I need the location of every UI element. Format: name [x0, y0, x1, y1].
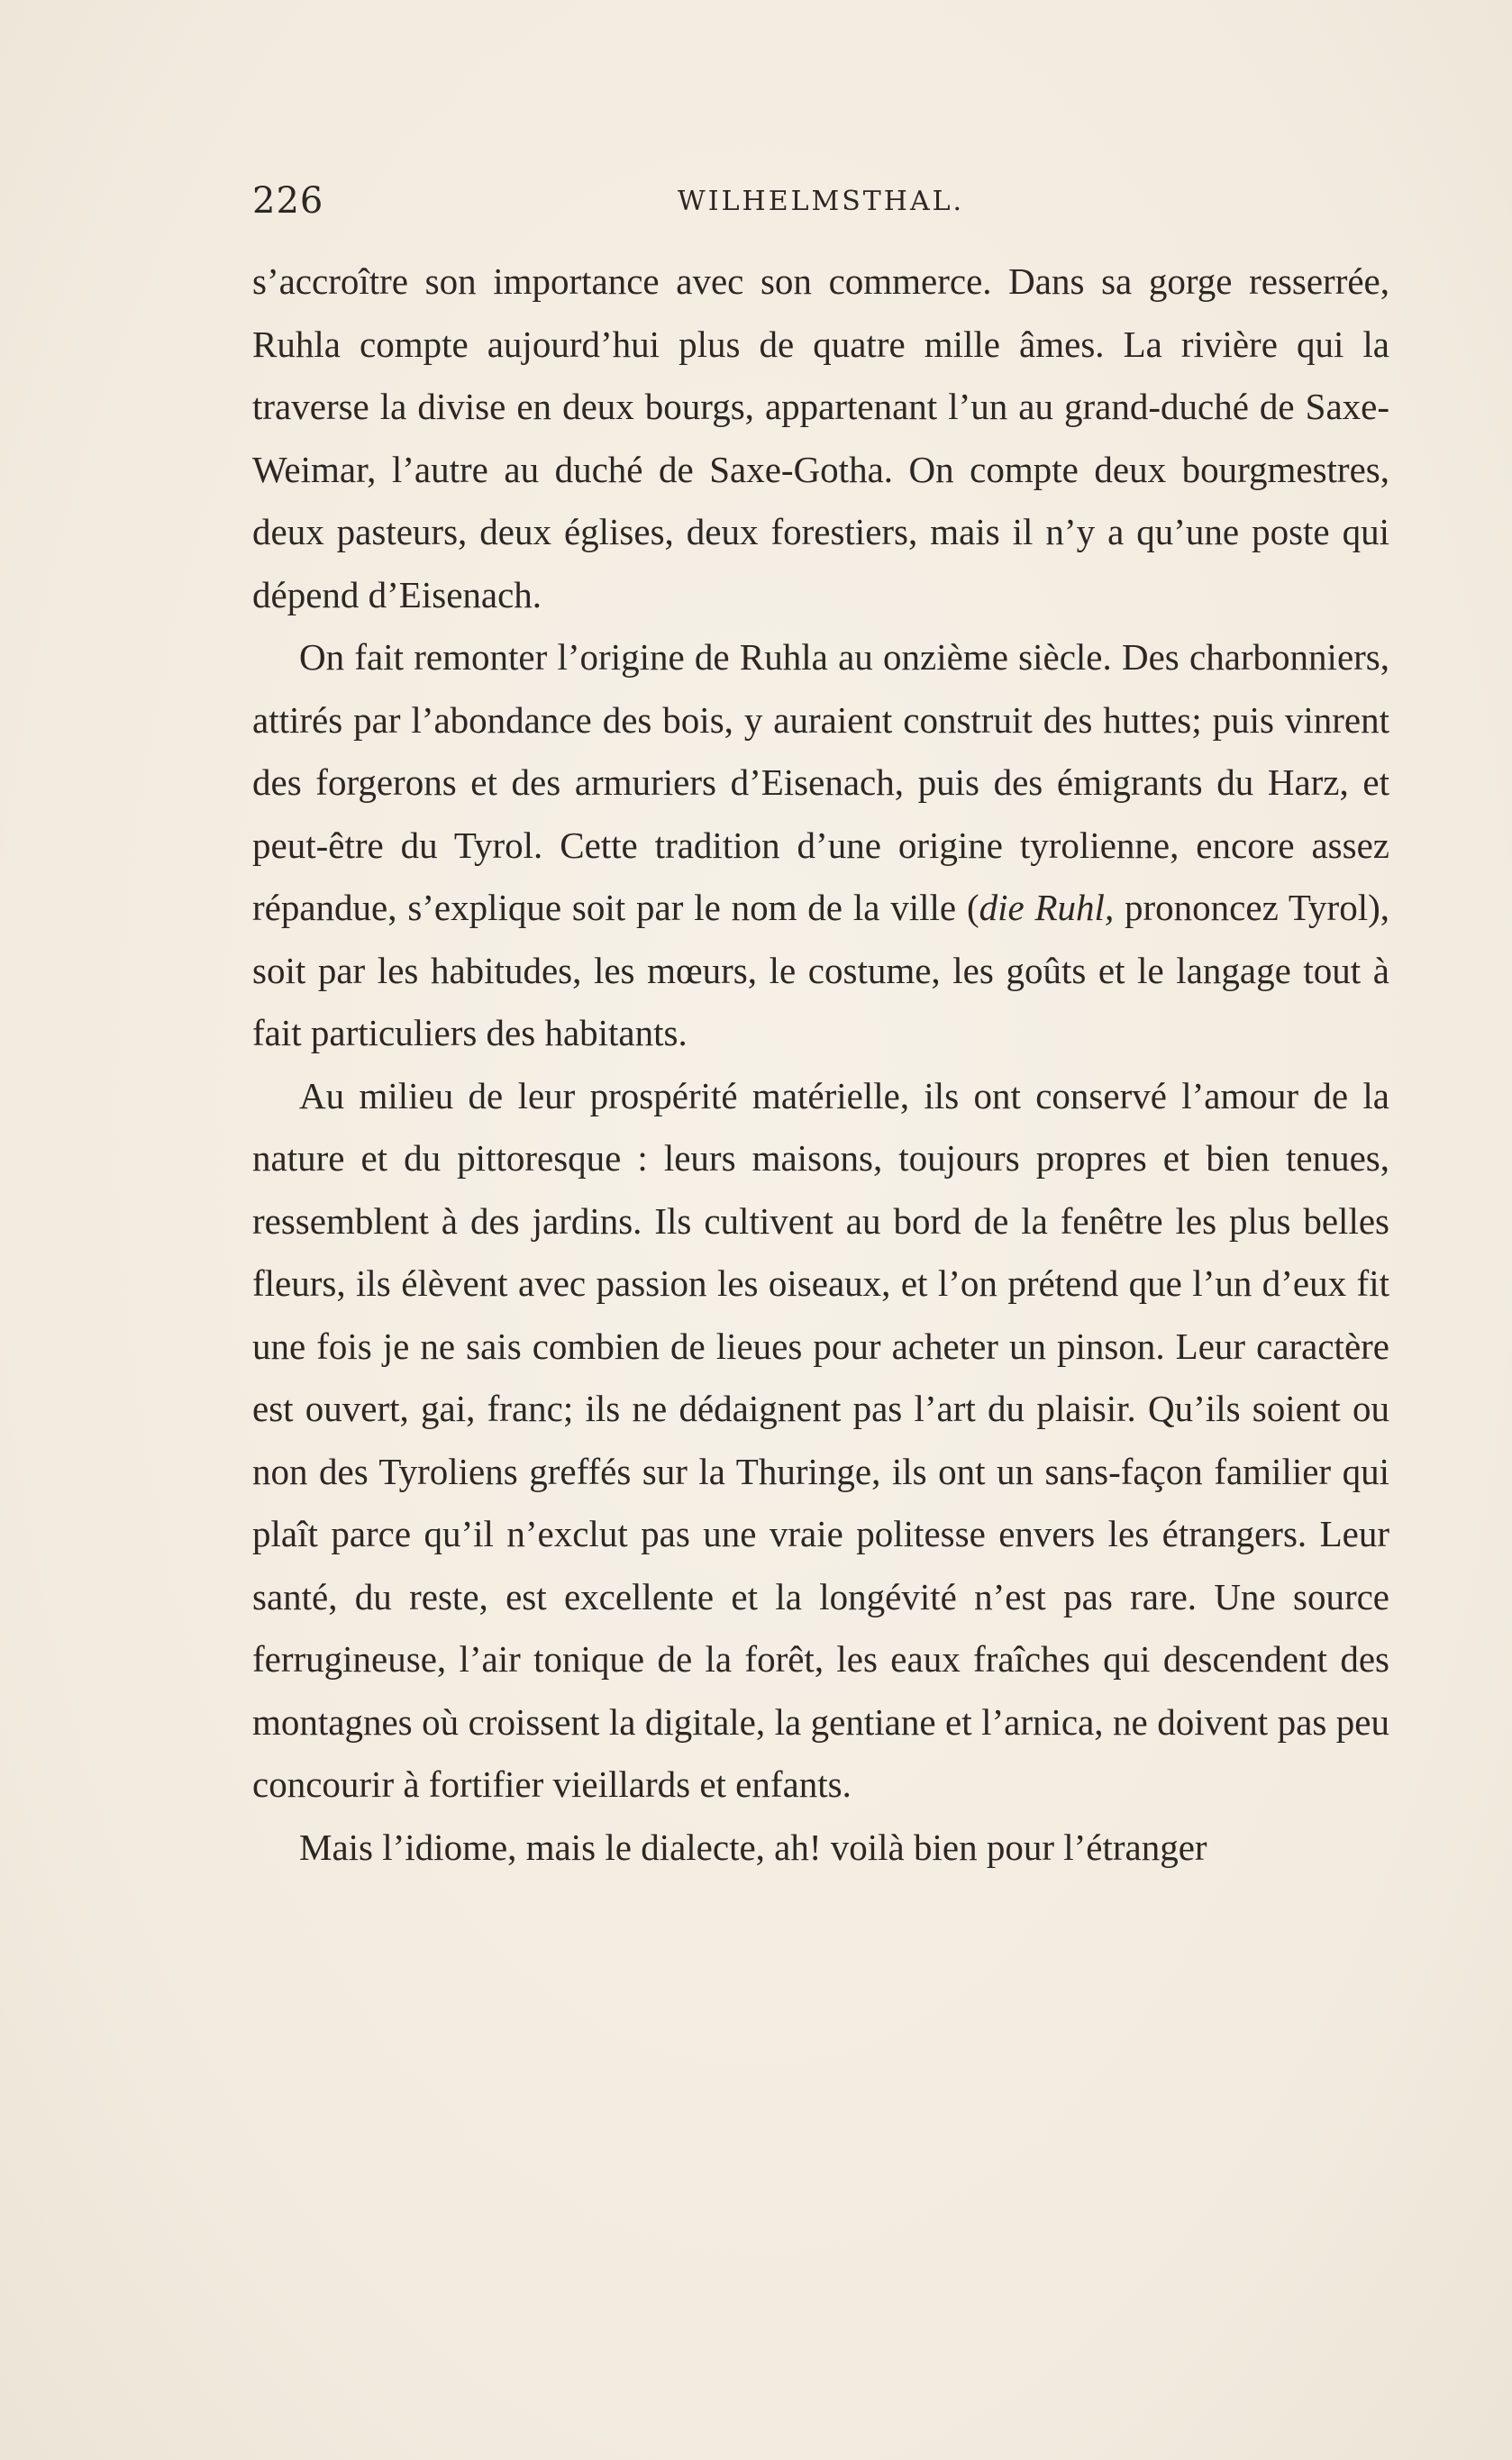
page-number: 226: [252, 180, 324, 222]
paragraph-1: s’accroître son importance avec son commerce. Dans sa gorge resserrée, Ruhla compte aujourd’hui plus de quatre mille âmes. La rivière qui la traverse la divise en deux bourgs, appartenant l’un au grand-duché de Saxe-Weimar, l’autre au duché de Saxe-Gotha. On compte deux bourgmestres, deux pasteurs, deux églises, deux forestiers, mais il n’y a qu’une poste qui dépend d’Eisenach.: [252, 260, 1389, 615]
paragraph-2-text-before: On fait remonter l’origine de Ruhla au onzième siècle. Des charbonniers, attirés par l’abondance des bois, y auraient construit des huttes; puis vinrent des forgerons et des armuriers d’Eisenach, puis des émigrants du Harz, et peut-être du Tyrol. Cette tradition d’une origine tyrolienne, encore assez répandue, s’explique soit par le nom de la ville (: [252, 636, 1389, 928]
paragraph-2-text-after: prononcez Tyrol), soit par les habitudes, les mœurs, le costume, les goûts et le langage tout à fait particuliers des habitants.: [252, 887, 1389, 1053]
running-title: WILHELMSTHAL.: [677, 186, 965, 217]
paragraph-2-italic: die Ruhl,: [979, 887, 1115, 928]
body-text: [252, 251, 1389, 1879]
paragraph-3: Au milieu de leur prospérité matérielle, ils ont conservé l’amour de la nature et du pittoresque : leurs maisons, toujours propres et bien tenues, ressemblent à des jardins. Ils cultivent au bord de la fenêtre les plus belles fleurs, ils élèvent avec passion les oiseaux, et l’on prétend que l’un d’eux fit une fois je ne sais combien de lieues pour acheter un pinson. Leur caractère est ouvert, gai, franc; ils ne dédaignent pas l’art du plaisir. Qu’ils soient ou non des Tyroliens greffés sur la Thuringe, ils ont un sans-façon familier qui plaît parce qu’il n’exclut pas une vraie politesse envers les étrangers. Leur santé, du reste, est excellente et la longévité n’est pas rare. Une source ferrugineuse, l’air tonique de la forêt, les eaux fraîches qui descendent des montagnes où croissent la digitale, la gentiane et l’arnica, ne doivent pas peu concourir à fortifier vieillards et enfants.: [252, 1074, 1389, 1805]
page-header: [252, 180, 1389, 225]
paragraph-4: Mais l’idiome, mais le dialecte, ah! voilà bien pour l’étranger: [299, 1826, 1207, 1868]
paragraph-2: [252, 626, 1389, 1065]
